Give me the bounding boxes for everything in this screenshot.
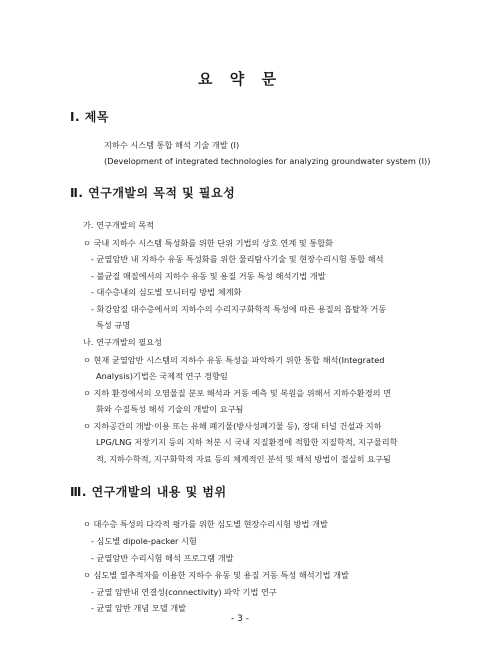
- dash-item: - 불균질 매질에서의 지하수 유동 및 용질 거동 특성 해석기법 개발: [91, 271, 326, 281]
- page-title: 요 약 문: [198, 70, 282, 88]
- dash-item: - 심도별 dipole-packer 시험: [91, 536, 197, 546]
- continuation-line: 적, 지하수학적, 지구화학적 자료 등의 체계적인 분석 및 해석 방법이 절실히 요구됨: [96, 454, 391, 464]
- dash-item: - 균열암반 내 지하수 유동 특성화를 위한 물리탐사기술 및 현장수리시험 통합 해석: [91, 254, 384, 264]
- page-number: - 3 -: [231, 614, 249, 624]
- continuation-line: 화와 수질특성 해석 기술의 개발이 요구됨: [96, 404, 244, 414]
- title-english: (Development of integrated technologies for analyzing groundwater system (I)): [104, 156, 431, 166]
- dash-item: - 대수층내의 심도별 모니터링 방법 체계화: [91, 287, 242, 297]
- bullet-item: ㅇ 지하공간의 개발·이용 또는 유해 폐기물(방사성폐기물 등), 장대 터널 건설과 지하: [83, 421, 382, 431]
- dash-item: - 균열 암반 개념 모델 개발: [91, 603, 187, 613]
- bullet-item: ㅇ 지하 환경에서의 오염물질 분포 해석과 거동 예측 및 복원을 위해서 지하수환경의 면: [83, 388, 392, 398]
- continuation-line: Analysis)기법은 국제적 연구 경향임: [96, 371, 228, 381]
- subheading-purpose: 가. 연구개발의 목적: [83, 220, 155, 230]
- section-2-heading: Ⅱ. 연구개발의 목적 및 필요성: [70, 186, 236, 200]
- dash-item: - 화강암질 대수층에서의 지하수의 수리지구화학적 특성에 따른 용질의 흡탈착 거동: [91, 304, 387, 314]
- subheading-necessity: 나. 연구개발의 필요성: [83, 337, 162, 347]
- section-3-heading: Ⅲ. 연구개발의 내용 및 범위: [70, 485, 227, 499]
- continuation-line: 특성 규명: [96, 320, 131, 330]
- bullet-item: ㅇ 현재 균열암반 시스템의 지하수 유동 특성을 파악하기 위한 통합 해석(Integrated: [83, 355, 385, 365]
- continuation-line: LPG/LNG 저장기지 등의 지하 처분 시 국내 지질환경에 적합한 지질학적, 지구물리학: [96, 437, 398, 447]
- bullet-item: ㅇ 국내 지하수 시스템 특성화를 위한 단위 기법의 상호 연계 및 통합화: [83, 238, 334, 248]
- dash-item: - 균열 암반내 연결성(connectivity) 파악 기법 연구: [91, 587, 277, 597]
- section-1-heading: I. 제목: [70, 110, 109, 124]
- title-korean: 지하수 시스템 통합 해석 기술 개발 (I): [104, 140, 240, 150]
- bullet-item: ㅇ 심도별 열추적자를 이용한 지하수 유동 및 용질 거동 특성 해석기법 개발: [83, 570, 349, 580]
- dash-item: - 균열암반 수리시험 해석 프로그램 개발: [91, 553, 234, 563]
- bullet-item: ㅇ 대수층 특성의 다각적 평가를 위한 심도별 현장수리시험 방법 개발: [83, 519, 328, 529]
